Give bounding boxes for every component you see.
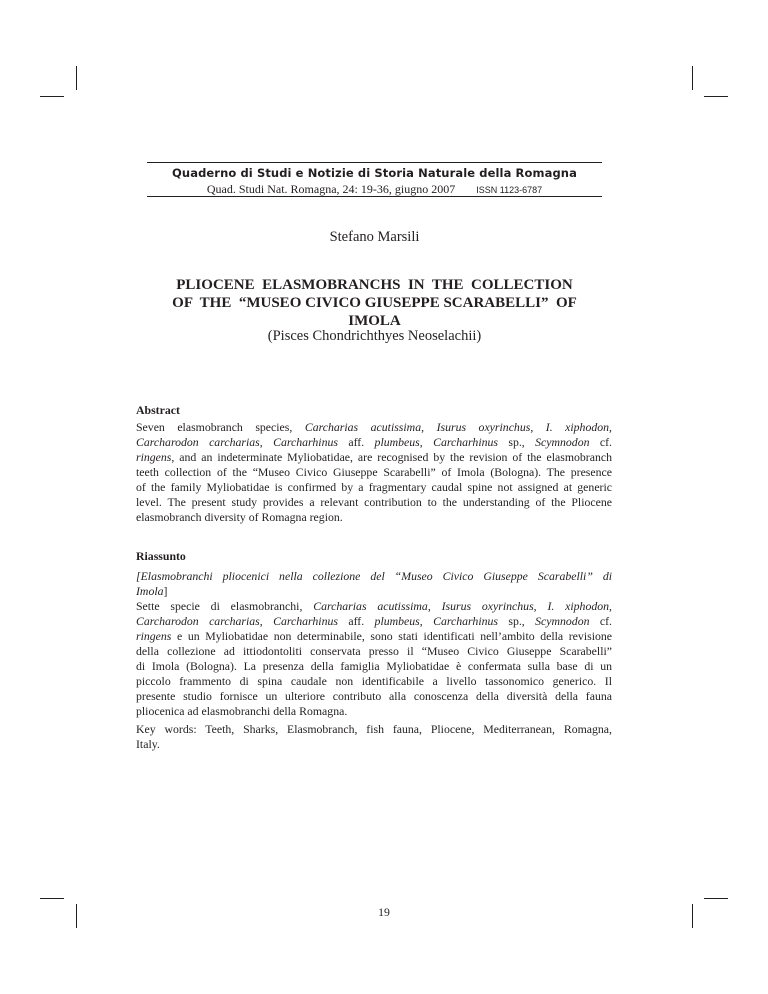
citation-line xyxy=(147,182,602,197)
text-line: elasmobranch diversity of Romagna region. xyxy=(136,510,343,524)
crop-mark xyxy=(704,96,728,97)
riassunto-heading: Riassunto xyxy=(136,549,186,563)
text-line: ringens e un Myliobatidae non determinabile, sono stati identificati nell’ambito della revisione xyxy=(136,629,612,643)
crop-mark xyxy=(40,96,64,97)
text-line: ringens, and an indeterminate Myliobatidae, are recognised by the revision of the elasmobranch xyxy=(136,450,612,464)
text-line: of the family Myliobatidae is confirmed by a fragmentary caudal spine not assigned at generic xyxy=(136,480,612,494)
text-line: Carcharodon carcharias, Carcharhinus aff. plumbeus, Carcharhinus sp., Scymnodon cf. xyxy=(136,614,612,628)
article-subtitle: (Pisces Chondrichthyes Neoselachii) xyxy=(267,328,482,344)
citation: Quad. Studi Nat. Romagna, 24: 19-36, giugno 2007 xyxy=(206,182,456,196)
text-line: Sette specie di elasmobranchi, Carcharias acutissima, Isurus oxyrinchus, I. xiphodon, xyxy=(136,599,612,613)
text-line: Key words: Teeth, Sharks, Elasmobranch, fish fauna, Pliocene, Mediterranean, Romagna, xyxy=(136,722,612,736)
text-line: di Imola (Bologna). La presenza della famiglia Myliobatidae è confermata sulla base di un xyxy=(136,659,612,673)
abstract-text xyxy=(136,420,612,525)
title-line: PLIOCENE ELASMOBRANCHS IN THE COLLECTION xyxy=(176,277,573,293)
text-line: Seven elasmobranch species, Carcharias acutissima, Isurus oxyrinchus, I. xiphodon, xyxy=(136,420,612,434)
crop-mark xyxy=(76,66,77,90)
header-top-rule xyxy=(147,162,602,163)
keywords xyxy=(136,722,612,752)
text-line: level. The present study provides a relevant contribution to the understanding of the Pliocene xyxy=(136,495,612,509)
page-number: 19 xyxy=(378,905,390,919)
text-line: piccolo frammento di spina caudale non identificabile a livello tassonomico generico. Il xyxy=(136,674,612,688)
text-line: [Elasmobranchi pliocenici nella collezione del “Museo Civico Giuseppe Scarabelli” di xyxy=(136,569,612,583)
text-line: della collezione ad ittiodontoliti conservata presso il “Museo Civico Giuseppe Scarabelli” xyxy=(136,644,612,658)
crop-mark xyxy=(40,898,64,899)
title-line: IMOLA xyxy=(348,313,401,329)
title-line: OF THE “MUSEO CIVICO GIUSEPPE SCARABELLI” OF xyxy=(172,295,577,311)
text-line: teeth collection of the “Museo Civico Giuseppe Scarabelli” of Imola (Bologna). The presence xyxy=(136,465,612,479)
crop-mark xyxy=(692,66,693,90)
text-line: Italy. xyxy=(136,737,160,751)
issn: ISSN 1123-6787 xyxy=(476,185,543,195)
text-line: Imola] xyxy=(136,584,168,598)
header-bottom-rule xyxy=(147,196,602,197)
article-title xyxy=(147,276,602,330)
text-line: presente studio fornisce un ulteriore contributo alla conoscenza della diversità della fauna xyxy=(136,689,612,703)
abstract-heading: Abstract xyxy=(136,403,180,417)
journal-title: Quaderno di Studi e Notizie di Storia Naturale della Romagna xyxy=(172,166,577,180)
crop-mark xyxy=(704,898,728,899)
author-name: Stefano Marsili xyxy=(329,229,420,245)
text-line: pliocenica ad elasmobranchi della Romagna. xyxy=(136,704,348,718)
riassunto-text xyxy=(136,569,612,719)
text-line: Carcharodon carcharias, Carcharhinus aff. plumbeus, Carcharhinus sp., Scymnodon cf. xyxy=(136,435,612,449)
